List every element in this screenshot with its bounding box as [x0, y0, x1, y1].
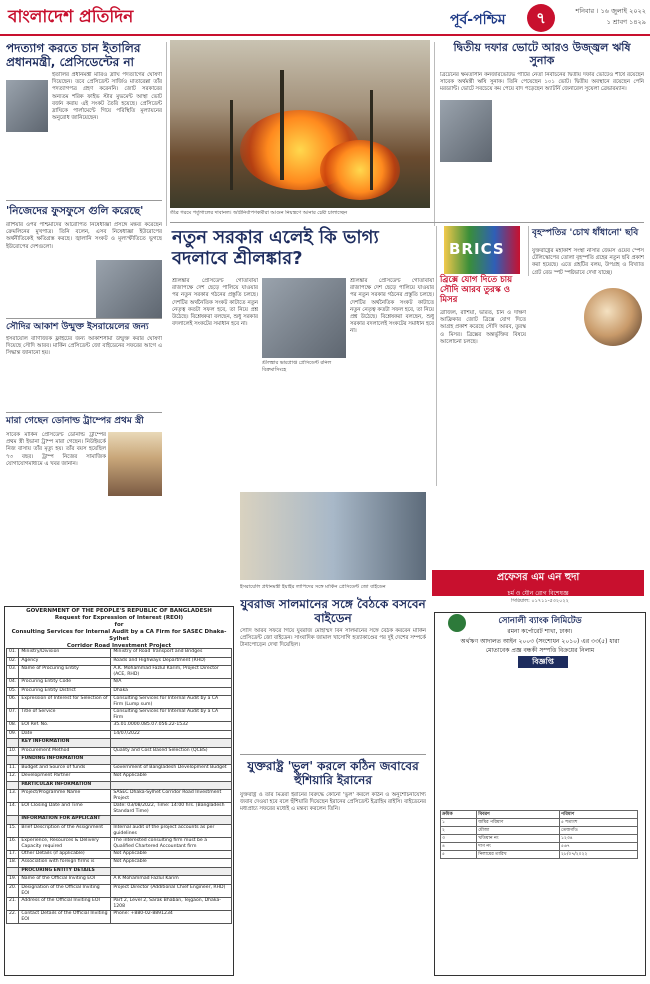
auction-cell: তেজগাঁও [560, 827, 638, 835]
tender-title-line: Request for Expression of Interest (REOI) [54, 615, 184, 621]
tender-table [6, 648, 232, 924]
tender-row-key: Ministry/Division [19, 649, 111, 658]
tender-row-number: 01. [7, 649, 19, 658]
auction-cell: ৫ [441, 851, 477, 859]
italy-headline: পদত্যাগ করতে চান ইতালির প্রধানমন্ত্রী, প্রেসিডেন্টের না [6, 41, 141, 69]
tender-row [7, 859, 232, 868]
auction-cell: নিলামের তারিখ [477, 851, 560, 859]
bank-branch: রমনা কর্পোরেট শাখা, ঢাকা। [507, 628, 573, 635]
auction-cell: মৌজা [477, 827, 560, 835]
iran-body: যুক্তরাষ্ট্র ও তার মিত্ররা ইরানের বিরুদ্ধে কোনো 'ভুল' করলে কঠিন ও অনুশোচনাযোগ্য জবাব দেওয়া হবে বলে হুঁশিয়ারি দিয়েছেন ইরানের প্রেসিডেন্ট ইব্রাহিম রাইসি। বাইডেনের মধ্যপ্রাচ্য সফরের মধ্যেই এ মন্তব্য করলেন তিনি। [240, 792, 426, 813]
sri-lanka-caption: শ্রীলঙ্কার ভারপ্রাপ্ত প্রেসিডেন্ট রনিল বিক্রমাসিংহে [262, 360, 332, 373]
tender-row-key: EOI Closing Date and Time [19, 803, 111, 816]
tender-row-value: The interested consulting firm must be a Qualified Chartered Accountant firm [111, 837, 232, 850]
auction-row [441, 811, 638, 819]
tender-row-number: 16. [7, 837, 19, 850]
tender-row [7, 764, 232, 773]
tender-row-value: 14/07/2022 [111, 730, 232, 739]
tender-row-number: 04. [7, 679, 19, 688]
tender-row [7, 781, 232, 790]
tender-row [7, 803, 232, 816]
uk-body: ব্রিটেনের ক্ষমতাসীন কনজারভেটিভ পার্টির নেতা নির্বাচনের দ্বিতীয় দফার ভোটেও শীর্ষে রয়েছেন সাবেক অর্থমন্ত্রী ঋষি সুনাক। তিনি পেয়েছেন ১০১ ভোট। দ্বিতীয় অবস্থানে রয়েছেন পেনি মরড্যান্ট। ভোটে সবচেয়ে কম পেয়ে বাদ পড়েছেন অ্যাটর্নি জেনারেল সুয়েলা ব্রেভারম্যান। [440, 72, 644, 93]
tender-row-value: Ministry of Road Transport and Bridges [111, 649, 232, 658]
auction-cell: খতিয়ান নং [477, 835, 560, 843]
column-rule [528, 226, 529, 276]
wickremesinghe-photo [262, 278, 346, 358]
tender-row [7, 910, 232, 923]
iran-headline: যুক্তরাষ্ট্র 'ভুল' করলে কঠিন জবাবের হুঁশিয়ারি ইরানের [247, 759, 419, 787]
tender-row-number: 14. [7, 803, 19, 816]
kremlin-headline: 'নিজেদের ফুসফুসে গুলি করেছে' [6, 205, 144, 217]
auction-cell: ৫৬৭ [560, 843, 638, 851]
tender-row-number: 17. [7, 850, 19, 859]
italy-body: ইতালির প্রধানমন্ত্রী মারিও দ্রাঘি পদত্যাগের ঘোষণা দিয়েছেন। তবে প্রেসিডেন্ট সার্জিও মাতারেল্লা তাঁর পদত্যাগপত্র গ্রহণ করেননি। জোট সরকারের অন্যতম শরিক ফাইভ স্টার মুভমেন্ট আস্থা ভোট বর্জন করায় এই সংকট তৈরি হয়েছে। প্রেসিডেন্ট দ্রাঘিকে পার্লামেন্টে গিয়ে পরিস্থিতি মূল্যায়নের অনুরোধ জানিয়েছেন। [52, 72, 162, 122]
tender-row [7, 747, 232, 756]
uk-headline: দ্বিতীয় দফার ভোটে আরও উজ্জ্বল ঋষি সুনাক [453, 41, 631, 67]
tender-title-line: GOVERNMENT OF THE PEOPLE'S REPUBLIC OF BANGLADESH [26, 608, 212, 614]
auction-cell: ৩ [441, 835, 477, 843]
tender-row [7, 722, 232, 731]
tender-row-key: PARTICULAR INFORMATION [19, 781, 111, 790]
tree-trunk [370, 90, 373, 190]
auction-cell: ২ [441, 827, 477, 835]
bank-law-2: মোতাবেক প্রজ্ঞ বন্ধকী সম্পত্তি বিক্রয়ের নিলাম [485, 647, 595, 654]
tender-row [7, 824, 232, 837]
kremlin-body: রাশিয়ার ওপর পশ্চিমাদের আরোপিত নিষেধাজ্ঞা প্রসঙ্গে মন্তব্য করেছেন ক্রেমলিনের মুখপাত্র। তিনি বলেন, এসব নিষেধাজ্ঞা ইউরোপের অর্থনীতিকেই ক্ষতিগ্রস্ত করছে। জ্বালানি সংকট ও মূল্যস্ফীতিতে ভুগছে ইউরোপের দেশগুলো। [6, 222, 162, 250]
tender-row [7, 837, 232, 850]
jupiter-headline: বৃহস্পতির 'চোখ ধাঁধানো' ছবি [532, 228, 639, 238]
ivana-headline: মারা গেছেন ডোনাল্ড ট্রাম্পের প্রথম স্ত্রী [6, 416, 144, 426]
divider [240, 754, 426, 755]
dateline [562, 6, 646, 28]
tender-row-value: A.K. Mohammad Fazlul Karim, Project Director (ACE, RHD) [111, 666, 232, 679]
tender-row-key: PROCURING ENTITY DETAILS [19, 867, 111, 876]
tender-row-key: KEY INFORMATION [19, 739, 111, 748]
tender-row-value: Roads and Highways Department (RHD) [111, 657, 232, 666]
tender-row-key: Association with foreign firms is [19, 859, 111, 868]
notice-label: বিজ্ঞপ্তি [518, 656, 568, 668]
tender-row-number: 20. [7, 884, 19, 897]
tender-row-value: A K Mohammad Fazlul Karim [111, 876, 232, 885]
date-line-2: ১ শ্রাবণ ১৪২৯ [606, 18, 646, 26]
tender-row [7, 867, 232, 876]
column-rule [434, 42, 435, 226]
tender-row-value: Consulting Services for Internal Audit by a CA Firm [111, 709, 232, 722]
tender-row-number [7, 756, 19, 765]
ivana-body: সাবেক মার্কিন প্রেসিডেন্ট ডোনাল্ড ট্রাম্পের প্রথম স্ত্রী ইভানা ট্রাম্প মারা গেছেন। নিউইয়র্কে নিজ বাসায় তাঁর মৃত্যু হয়। তাঁর বয়স হয়েছিল ৭৩ বছর। ট্রাম্প নিজের সামাজিক যোগাযোগমাধ্যমে এ খবর জানান। [6, 432, 106, 467]
tender-row-key: Experience, Resources & Delivery Capacity required [19, 837, 111, 850]
tender-row-value: Quality and Cost Based Selection (QCBS) [111, 747, 232, 756]
tender-row-key: Designation of the Official Inviting EOI [19, 884, 111, 897]
tender-row-value [111, 867, 232, 876]
tender-row [7, 730, 232, 739]
tender-row-key: EOI Ref. No. [19, 722, 111, 731]
tender-row-key: FUNDING INFORMATION [19, 756, 111, 765]
auction-cell: ৪ [441, 843, 477, 851]
tender-row-value: 35.01.0000.085.07.056.22-1532 [111, 722, 232, 731]
tender-row-key: Procuring Entity District [19, 687, 111, 696]
doctor-contact: সিরিয়াল: ০১৭১১-৫৩২০২২ [511, 598, 569, 604]
bank-law: অর্থঋণ আদালত আইন ২০০৩ (সংশোধন ২০১০) এর ৩৩(৫) ধারা [460, 638, 620, 645]
tender-row-value: Dhaka [111, 687, 232, 696]
tender-title-line: Consulting Services for Internal Audit by a CA Firm for SASEC Dhaka-Sylhet [11, 629, 227, 642]
tender-row [7, 649, 232, 658]
tender-row-key: Date [19, 730, 111, 739]
tender-row-value [111, 756, 232, 765]
tender-row [7, 816, 232, 825]
sri-lanka-body-col1: শ্রীলঙ্কার প্রেসিডেন্ট গোতাবায়া রাজাপক্ষে দেশ ছেড়ে পালিয়ে যাওয়ার পর নতুন সরকার গঠনের প্রস্তুতি চলছে। দেশটির অর্থনৈতিক সংকট কাটাতে নতুন নেতৃত্ব কতটা সফল হবে, তা নিয়ে প্রশ্ন উঠেছে। বিশ্লেষকরা বলছেন, শুধু সরকার বদলালেই সংকটের সমাধান হবে না। [172, 278, 258, 328]
tender-row-value: Not Applicable [111, 859, 232, 868]
tender-row [7, 850, 232, 859]
tender-row [7, 773, 232, 782]
tender-row-number: 18. [7, 859, 19, 868]
tender-row-value: N/A [111, 679, 232, 688]
tender-row-key: Name of Procuring Entity [19, 666, 111, 679]
tender-row-number [7, 867, 19, 876]
fire-glow [320, 140, 400, 200]
tender-row-number: 07. [7, 709, 19, 722]
sri-lanka-body-col2: শ্রীলঙ্কার প্রেসিডেন্ট গোতাবায়া রাজাপক্ষে দেশ ছেড়ে পালিয়ে যাওয়ার পর নতুন সরকার গঠনের প্রস্তুতি চলছে। দেশটির অর্থনৈতিক সংকট কাটাতে নতুন নেতৃত্ব কতটা সফল হবে, তা নিয়ে প্রশ্ন উঠেছে। বিশ্লেষকরা বলছেন, শুধু সরকার বদলালেই সংকটের সমাধান হবে না। [350, 278, 434, 335]
bank-name: সোনালী ব্যাংক লিমিটেড [498, 616, 582, 626]
tender-row-number: 11. [7, 764, 19, 773]
doctor-specialty: চর্ম ও যৌন রোগ বিশেষজ্ঞ [507, 590, 569, 597]
tender-row-value: Part 2, Level 2, Sarak Bhaban, Tejgaon, Dhaka-1208 [111, 897, 232, 910]
tender-row-value: Government of Bangladesh Development Budget [111, 764, 232, 773]
tender-row-value: Internal audit of the project accounts as per guidelines [111, 824, 232, 837]
tender-row-value: Phone: +880-02-8891234 [111, 910, 232, 923]
tender-row-number: 22. [7, 910, 19, 923]
tender-row [7, 709, 232, 722]
tender-row-number: 19. [7, 876, 19, 885]
tender-row-value: Consulting Services for Internal Audit by a CA Firm (Lump sum) [111, 696, 232, 709]
saudi-airspace-body: ইসরায়েলি বাণিজ্যিক ফ্লাইটের জন্য আকাশসীমা উন্মুক্ত করার ঘোষণা দিয়েছে সৌদি আরব। মার্কিন প্রেসিডেন্ট জো বাইডেনের সফরের আগে এ সিদ্ধান্ত জানানো হয়। [6, 336, 162, 357]
auction-row [441, 851, 638, 859]
biden-lapid-photo [240, 492, 426, 580]
tender-row-key: Expression of Interest for Selection of [19, 696, 111, 709]
auction-cell: পরিমাণ [560, 811, 638, 819]
tender-row-value [111, 739, 232, 748]
auction-cell: ক্রমিক [441, 811, 477, 819]
tender-row-number: 02. [7, 657, 19, 666]
tender-row-key: Title of Service [19, 709, 111, 722]
date-line-1: শনিবার । ১৬ জুলাই ২০২২ [575, 7, 646, 15]
tender-row [7, 897, 232, 910]
tender-row-key: INFORMATION FOR APPLICANT [19, 816, 111, 825]
tender-row [7, 756, 232, 765]
doctor-name: প্রফেসর এম এন হুদা [496, 572, 580, 583]
brics-logo-text: BRICS [449, 240, 505, 258]
sri-lanka-headline: নতুন সরকার এলেই কি ভাগ্য বদলাবে শ্রীলঙ্কার? [172, 227, 379, 269]
tender-row-value: Project Director (Additional Chief Engineer, RHD) [111, 884, 232, 897]
saudi-airspace-headline: সৌদির আকাশ উন্মুক্ত ইসরায়েলের জন্য [6, 322, 149, 332]
newspaper-logo: বাংলাদেশ প্রতিদিন [8, 7, 134, 27]
tender-row [7, 696, 232, 709]
column-rule [166, 42, 167, 226]
tender-row-number: 15. [7, 824, 19, 837]
tender-row [7, 679, 232, 688]
tender-row-key: Procuring Entity Code [19, 679, 111, 688]
brics-headline: ব্রিক্সে যোগ দিতে চায় সৌদি আরব তুরস্ক ও মিসর [440, 275, 513, 305]
tender-row-key: Brief Description of the Assignment [19, 824, 111, 837]
wildfire-caption: তীব্র গরমে পর্তুগালের দাবানল। অগ্নিনির্বাপণকর্মীরা আগুন নিয়ন্ত্রণে আনার চেষ্টা চালাচ্ছেন [170, 210, 348, 216]
divider [6, 412, 162, 413]
auction-row [441, 843, 638, 851]
tender-row-key: Procurement Method [19, 747, 111, 756]
tender-row-number: 03. [7, 666, 19, 679]
tender-row-value: SASEC Dhaka-Sylhet Corridor Road Investment Project [111, 790, 232, 803]
tender-row-number: 12. [7, 773, 19, 782]
tender-row [7, 687, 232, 696]
tender-title-line: for [114, 622, 124, 628]
auction-cell: দাগ নং [477, 843, 560, 851]
jupiter-body: যুক্তরাষ্ট্রের মহাকাশ সংস্থা নাসার জেমস ওয়েব স্পেস টেলিস্কোপের তোলা বৃহস্পতি গ্রহের নতুন ছবি প্রকাশ করা হয়েছে। এতে গ্রহটির বলয়, উপগ্রহ ও বিখ্যাত গ্রেট রেড স্পট স্পষ্টভাবে দেখা যাচ্ছে। [532, 248, 644, 276]
biden-lapid-caption: ইসরায়েলি প্রধানমন্ত্রী ইয়াইর লাপিদের সঙ্গে মার্কিন প্রেসিডেন্ট জো বাইডেন [240, 584, 386, 590]
divider [6, 200, 162, 201]
masthead [0, 0, 650, 36]
tender-row-number [7, 816, 19, 825]
tree-trunk [280, 70, 284, 180]
tender-row-number [7, 739, 19, 748]
tender-row-number: 05. [7, 687, 19, 696]
biden-mbs-headline: যুবরাজ সালমানের সঙ্গে বৈঠকে বসবেন বাইডেন [240, 597, 426, 625]
tender-row-number: 10. [7, 747, 19, 756]
section-name: পূর্ব-পশ্চিম [450, 12, 506, 28]
tender-row [7, 884, 232, 897]
tender-row-key: Contact Details of the Official Inviting EOI [19, 910, 111, 923]
tender-row-key: Budget and Source of funds [19, 764, 111, 773]
ivana-photo [108, 432, 162, 496]
auction-row [441, 835, 638, 843]
column-rule [436, 226, 437, 486]
tender-row-value: Date: 03/08/2022, Time: 14:00 hrs. (Bangladesh Standard Time) [111, 803, 232, 816]
tender-row [7, 739, 232, 748]
auction-cell: ১২৩৪ [560, 835, 638, 843]
tender-row [7, 790, 232, 803]
tender-row-key: Project/Programme Name [19, 790, 111, 803]
auction-cell: জমির পরিমাণ [477, 819, 560, 827]
tender-row-value [111, 781, 232, 790]
tender-row-number: 21. [7, 897, 19, 910]
tender-row-number [7, 781, 19, 790]
auction-cell: ২৮/০৭/২০২২ [560, 851, 638, 859]
tender-row [7, 876, 232, 885]
tree-trunk [230, 100, 233, 190]
tender-row-number: 09. [7, 730, 19, 739]
tender-row-number: 06. [7, 696, 19, 709]
tender-row-number: 13. [7, 790, 19, 803]
auction-row [441, 827, 638, 835]
auction-table [440, 810, 638, 859]
tender-row-key: Agency [19, 657, 111, 666]
tender-row [7, 666, 232, 679]
brics-body: ব্রাজিল, রাশিয়া, ভারত, চীন ও দক্ষিণ আফ্রিকার জোট ব্রিক্সে যোগ দিতে আগ্রহ প্রকাশ করেছে সৌদি আরব, তুরস্ক ও মিসর। ব্রিক্সের অন্তর্ভুক্তির বিষয়ে আলোচনা চলছে। [440, 310, 526, 345]
auction-cell: বিবরণ [477, 811, 560, 819]
tender-row-number: 08. [7, 722, 19, 731]
tender-title [4, 608, 234, 650]
auction-cell: ৫ শতাংশ [560, 819, 638, 827]
tender-row-key: Development Partner [19, 773, 111, 782]
divider [170, 222, 644, 223]
auction-cell: ১ [441, 819, 477, 827]
tender-title-line: Corridor Road Investment Project [66, 643, 172, 649]
tender-row-key: Name of the Official Inviting EOI [19, 876, 111, 885]
tender-row [7, 657, 232, 666]
wildfire-photo [170, 40, 430, 208]
tender-row-value: Not Applicable [111, 850, 232, 859]
divider [6, 318, 162, 319]
tender-row-value [111, 816, 232, 825]
page-number: ৭ [527, 4, 555, 32]
biden-mbs-body: সৌদি আরব সফরে গিয়ে যুবরাজ মোহাম্মদ বিন সালমানের সঙ্গে বৈঠক করবেন মার্কিন প্রেসিডেন্ট জো বাইডেন। সাংবাদিক জামাল খাসোগি হত্যাকাণ্ডের পর দুই দেশের সম্পর্কে টানাপোড়েন দেখা দিয়েছিল। [240, 628, 426, 649]
tender-row-key: Address of the Official Inviting EOI [19, 897, 111, 910]
auction-row [441, 819, 638, 827]
tender-row-value: Not Applicable [111, 773, 232, 782]
tender-row-key: Other Details (if applicable) [19, 850, 111, 859]
